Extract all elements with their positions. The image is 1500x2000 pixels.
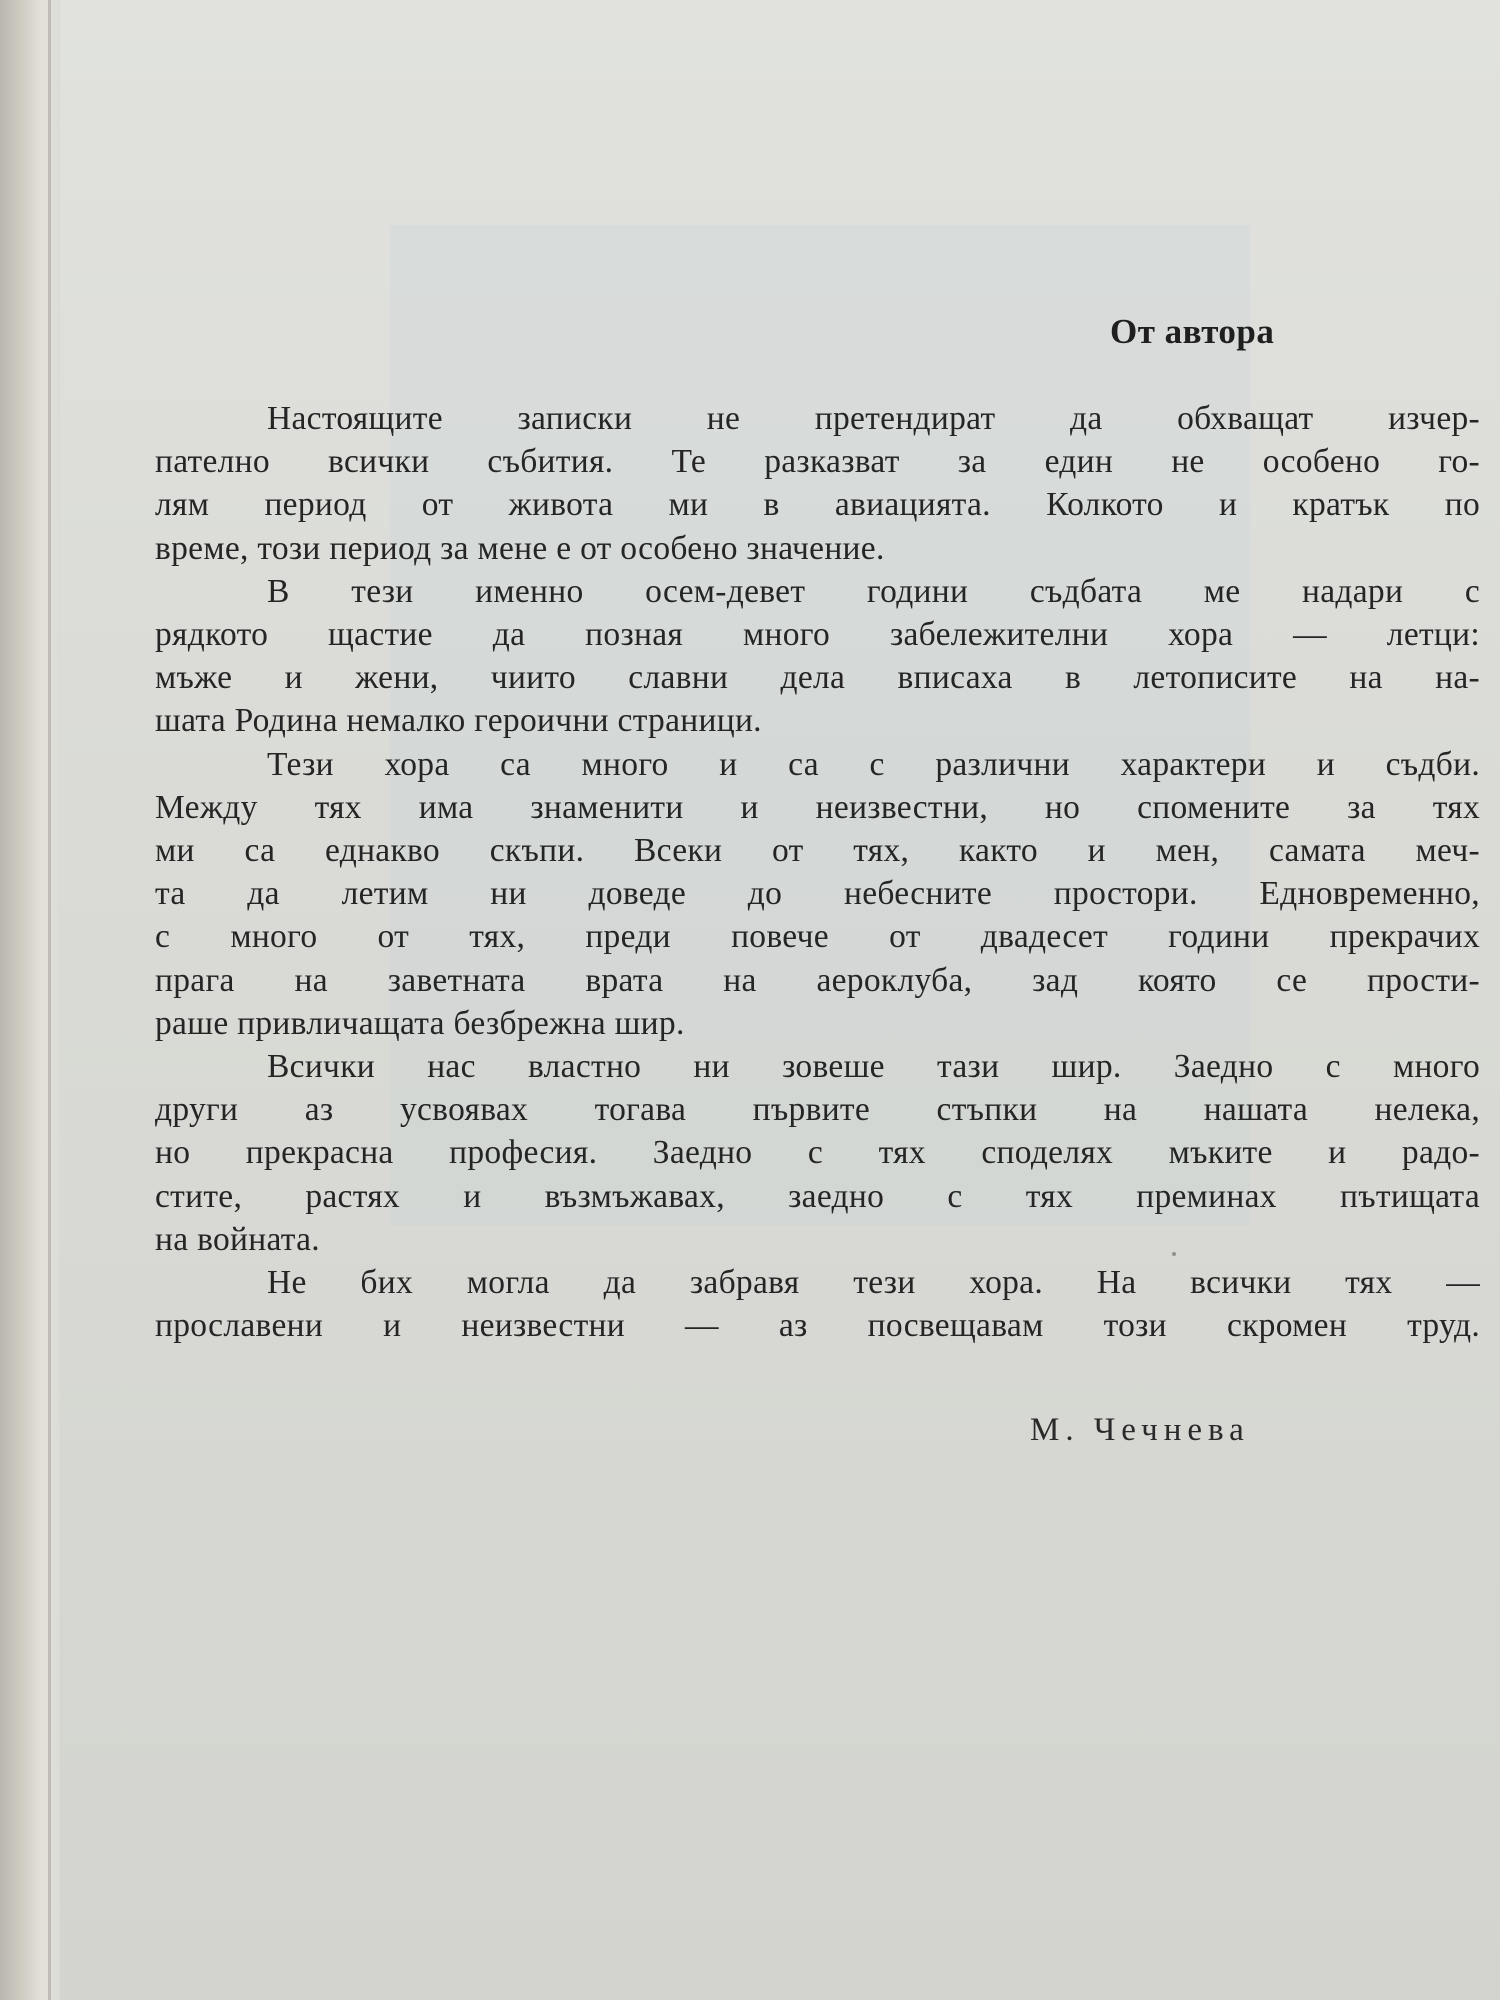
text-line: на войната.: [155, 1220, 320, 1258]
text-line: лям период от живота ми в авиацията. Колкото и кратък по: [155, 486, 1480, 524]
text-line: други аз усвоявах тогава първите стъпки на нашата нелека,: [155, 1091, 1480, 1129]
text-line: В тези именно осем-девет години съдбата ме надари с: [267, 572, 1480, 610]
text-line: прага на заветната врата на аероклуба, зад която се прости-: [155, 961, 1480, 999]
text-line: прославени и неизвестни — аз посвещавам този скромен труд.: [155, 1307, 1480, 1345]
text-line: пателно всички събития. Те разказват за един не особено го-: [155, 443, 1480, 481]
text-line: Всички нас властно ни зовеше тази шир. Заедно с много: [267, 1048, 1480, 1086]
text-line: шата Родина немалко героични страници.: [155, 702, 762, 740]
text-line: мъже и жени, чиито славни дела вписаха в летописите на на-: [155, 659, 1480, 697]
text-line: Настоящите записки не претендират да обхващат изчер-: [267, 400, 1480, 437]
text-line: Не бих могла да забравя тези хора. На всички тях —: [267, 1264, 1480, 1302]
text-line: раше привличащата безбрежна шир.: [155, 1004, 685, 1042]
book-page: [60, 0, 1500, 2000]
text-line: та да летим ни доведе до небесните простори. Едновременно,: [155, 875, 1480, 913]
text-line: ми са еднакво скъпи. Всеки от тях, както и мен, самата меч-: [155, 832, 1480, 870]
section-heading: От автора: [1110, 312, 1275, 351]
author-signature: М. Чечнева: [1030, 1412, 1250, 1448]
text-line: Тези хора са много и са с различни характери и съдби.: [267, 745, 1480, 783]
book-binding-edge: [0, 0, 60, 2000]
text-line: стите, растях и възмъжавах, заедно с тях преминах пътищата: [155, 1177, 1480, 1215]
text-line: време, този период за мене е от особено значение.: [155, 529, 885, 567]
text-line: рядкото щастие да позная много забележителни хора — летци:: [155, 616, 1480, 654]
paper-speck: [1172, 1252, 1176, 1256]
text-line: но прекрасна професия. Заедно с тях споделях мъките и радо-: [155, 1134, 1480, 1172]
text-line: Между тях има знаменити и неизвестни, но спомените за тях: [155, 788, 1480, 826]
text-line: с много от тях, преди повече от двадесет години прекрачих: [155, 918, 1480, 956]
body-text: [155, 397, 1480, 1347]
